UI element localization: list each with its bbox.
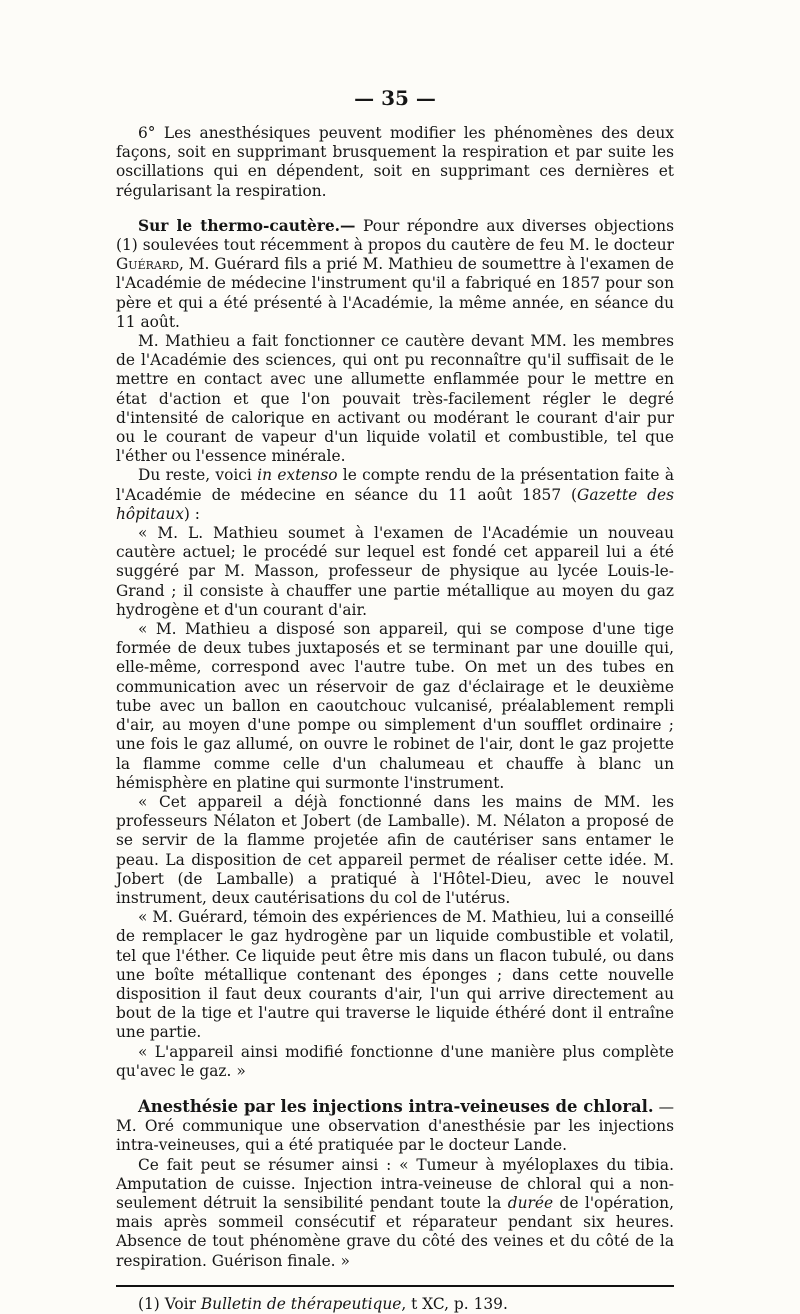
paragraph-quote-1: « M. L. Mathieu soumet à l'examen de l'Académie un nouveau cautère actuel; le procédé sur lequel est fondé cet appareil lui a été suggéré par M. Masson, professeur de physique au lycée Louis-le-Grand ; il consiste à chauffer une partie métallique au moyen du gaz hydrogène et d'un courant d'air. [116,524,674,619]
italic-word: durée [507,1193,554,1212]
section-heading-chloral: Anesthésie par les injections intra-veineuses de chloral. [138,1096,654,1116]
paragraph-text: de l'opération, mais après sommeil consécutif et réparateur pendant six heures. Absence de tout phénomène grave du côté des veines et du côté de la respiration. Guérison finale. » [116,1193,674,1270]
paragraph-text: Pour répondre aux diverses objections (1) soulevées tout récemment à propos du cautère de feu M. le docteur [116,216,674,255]
paragraph-quote-5: « L'appareil ainsi modifié fonctionne d'une manière plus complète qu'avec le gaz. » [116,1042,674,1080]
footnote-journal: Bulletin de thérapeutique [200,1294,402,1313]
footnote [116,1295,674,1314]
surname-guerard: Guérard [116,255,179,274]
footnote-text: , t XC, p. 139. [401,1294,508,1313]
section-gap [116,201,674,217]
paragraph-text: le compte rendu de la présentation faite à l'Académie de médecine en séance du 11 août 1857 ( [116,466,674,504]
paragraph-text: ) : [183,504,200,523]
section-gap [116,1081,674,1097]
paragraph-quote-2: « M. Mathieu a disposé son appareil, qui se compose d'une tige formée de deux tubes juxtaposés et se terminant par une douille qui, elle-même, correspond avec l'autre tube. On met un des tubes en communication avec un réservoir de gaz d'éclairage et le deuxième tube avec un ballon en caoutchouc vulcanisé, préalablement rempli d'air, au moyen d'une pompe ou simplement d'un soufflet ordinaire ; une fois le gaz allumé, on ouvre le robinet de l'air, dont le gaz projette la flamme comme celle d'un chalumeau et chauffe à blanc un hémisphère en platine qui surmonte l'instrument. [116,620,674,792]
footnote-text: (1) Voir [138,1294,201,1313]
paragraph-text: — M. Oré communique une observation d'anesthésie par les injections intra-veineuses, qui a été pratiquée par le docteur Lande. [116,1097,674,1155]
section-heading-thermo-cautere: Sur le thermo-cautère.— [138,216,356,235]
book-page [116,86,674,1314]
italic-phrase: in extenso [257,466,338,485]
paragraph-quote-3: « Cet appareil a déjà fonctionné dans les mains de MM. les professeurs Nélaton et Jobert (de Lamballe). M. Nélaton a proposé de se servir de la flamme projetée afin de cautériser sans entamer le peau. La disposition de cet appareil permet de réaliser cette idée. M. Jobert (de Lamballe) a pratiqué à l'Hôtel-Dieu, avec le nouvel instrument, deux cautérisations du col de l'utérus. [116,792,674,907]
paragraph-text: , M. Guérard fils a prié M. Mathieu de soumettre à l'examen de l'Académie de médecine l'instrument qu'il a fabriqué en 1857 pour son père et qui a été présenté à l'Académie, la même année, en séance du 11 août. [116,255,674,331]
paragraph-text: Ce fait peut se résumer ainsi : « Tumeur à myéloplaxes du tibia. Amputation de cuisse. Injection intra-veineuse de chloral qui a non-seulement détruit la sensibilité pendant toute la [116,1155,674,1212]
paragraph-text: Du reste, voici [138,466,258,485]
paragraph-compte-rendu [116,466,674,524]
page-number: — 35 — [354,86,436,110]
paragraph-thermo-cautere [116,217,674,332]
paragraph-chloral [116,1097,674,1156]
paragraph-anesthesiques: 6° Les anesthésiques peuvent modifier les phénomènes des deux façons, soit en supprimant brusquement la respiration et par suite les oscillations qui en dépendent, soit en supprimant ces dernières et régularisant la respiration. [116,124,674,200]
journal-title: Gazette des hôpitaux [116,485,674,523]
paragraph-quote-4: « M. Guérard, témoin des expériences de M. Mathieu, lui a conseillé de remplacer le gaz hydrogène par un liquide combustible et volatil, tel que l'éther. Ce liquide peut être mis dans un flacon tubulé, ou dans une boîte métallique contenant des éponges ; dans cette nouvelle disposition il faut deux courants d'air, l'un qui arrive directement au bout de la tige et l'autre qui traverse le liquide éthéré dont il entraîne une partie. [116,908,674,1042]
paragraph-resume [116,1156,674,1271]
paragraph-mathieu-demo: M. Mathieu a fait fonctionner ce cautère devant MM. les membres de l'Académie des sciences, qui ont pu reconnaître qu'il suffisait de le mettre en contact avec une allumette enflammée pour le mettre en état d'action et que l'on pouvait très-facilement régler le degré d'intensité de calorique en activant ou modérant le courant d'air pur ou le courant de vapeur d'un liquide volatil et combustible, tel que l'éther ou l'essence minérale. [116,332,674,466]
footnote-rule [116,1285,674,1287]
